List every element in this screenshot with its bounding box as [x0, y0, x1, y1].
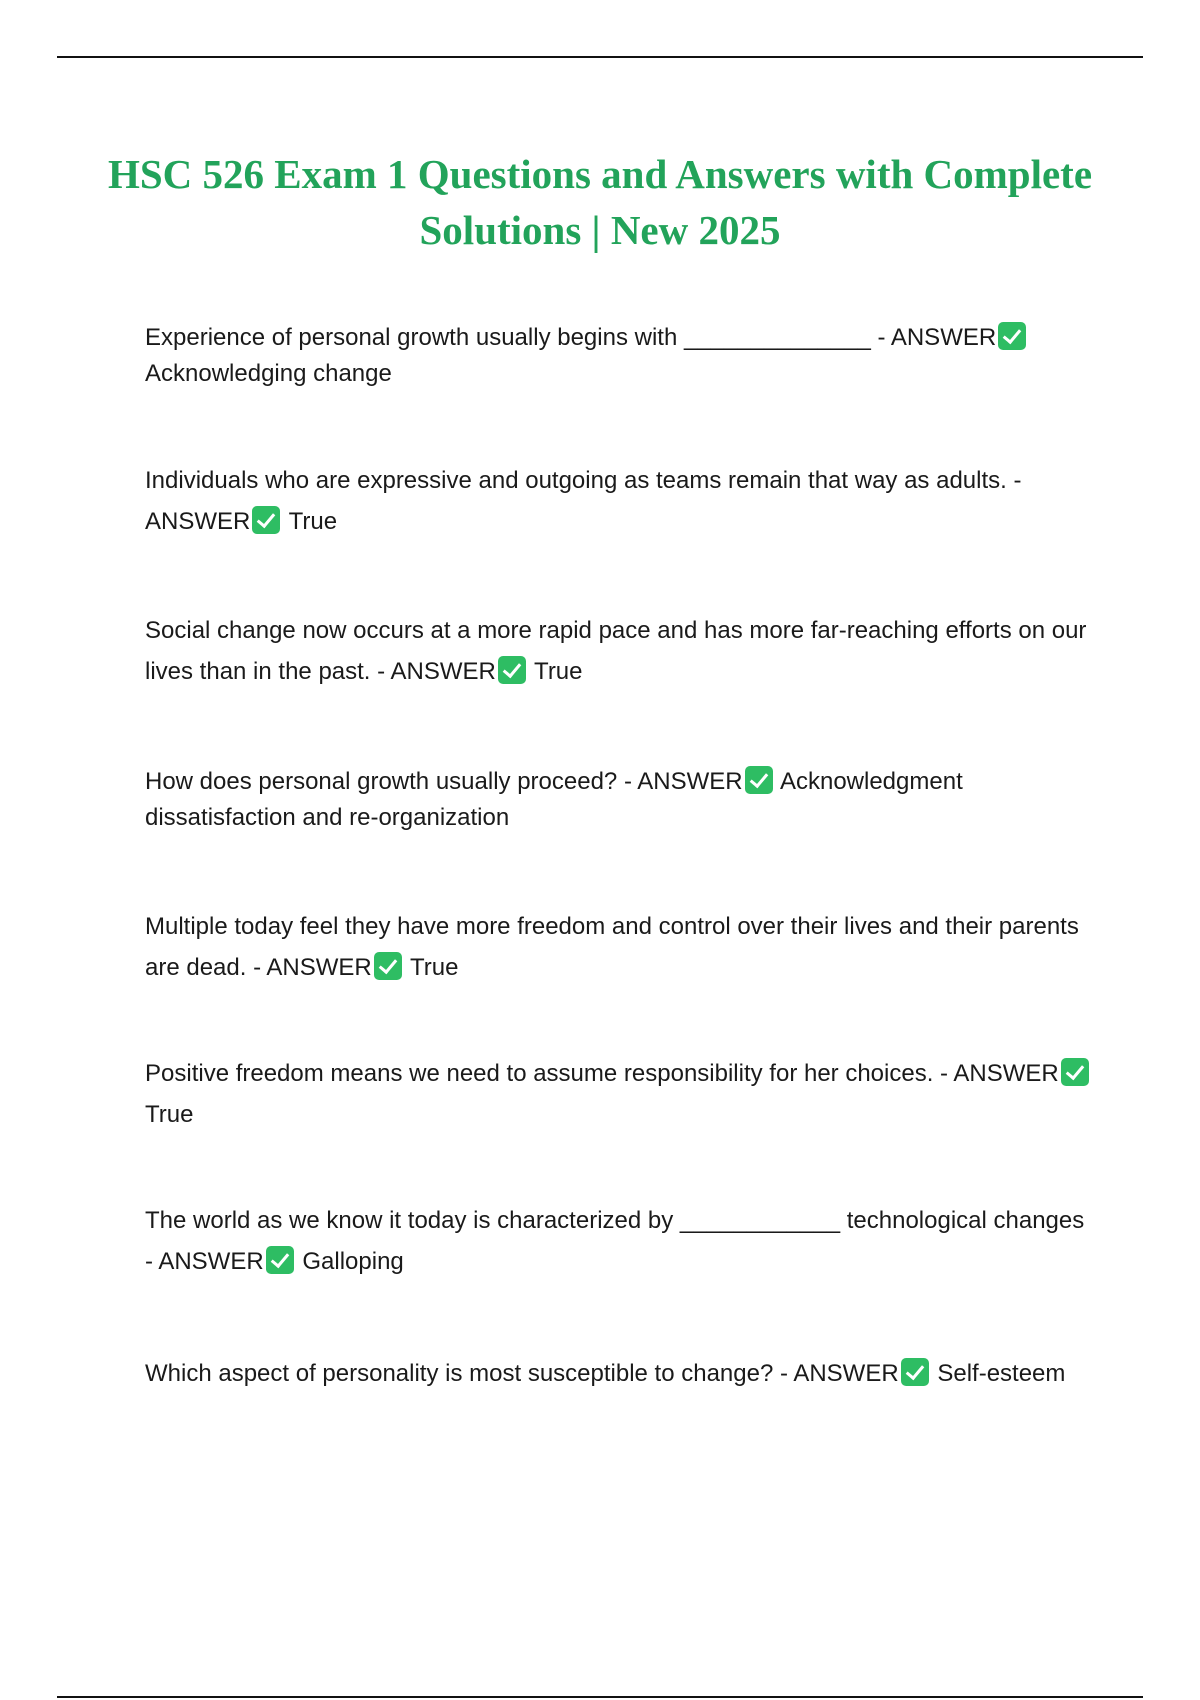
page-title: HSC 526 Exam 1 Questions and Answers with Complete Solutions | New 2025 — [107, 151, 1093, 253]
question-text: How does personal growth usually proceed? - ANSWER — [145, 768, 743, 795]
qa-item-7 — [145, 1200, 1095, 1282]
question-text: Which aspect of personality is most susceptible to change? - ANSWER — [145, 1360, 899, 1387]
check-icon — [374, 952, 402, 980]
qa-item-4 — [145, 764, 1095, 836]
qa-item-1 — [145, 320, 1095, 392]
check-icon — [901, 1358, 929, 1386]
question-text: Positive freedom means we need to assume responsibility for her choices. - ANSWER — [145, 1060, 1059, 1087]
check-icon — [1061, 1058, 1089, 1086]
question-text: The world as we know it today is characterized by ____________ technological changes - ANSWER — [145, 1207, 1085, 1275]
answer-text: True — [410, 954, 459, 981]
question-text: Individuals who are expressive and outgoing as teams remain that way as adults. - ANSWER — [145, 467, 1022, 535]
qa-item-8 — [145, 1356, 1095, 1392]
question-text: Experience of personal growth usually begins with ______________ - ANSWER — [145, 324, 997, 351]
qa-item-6 — [145, 1053, 1095, 1135]
answer-text: True — [288, 508, 338, 535]
answer-text: True — [534, 658, 583, 685]
check-icon — [498, 656, 526, 684]
top-rule — [57, 56, 1143, 58]
check-icon — [745, 766, 773, 794]
check-icon — [266, 1246, 294, 1274]
bottom-rule — [57, 1696, 1143, 1698]
qa-item-3 — [145, 610, 1095, 692]
answer-text: Self-esteem — [937, 1360, 1066, 1387]
qa-item-2 — [145, 460, 1095, 542]
check-icon — [252, 506, 280, 534]
answer-text: Galloping — [302, 1248, 404, 1275]
answer-text: Acknowledging change — [145, 360, 392, 387]
answer-text: Acknowledgment dissatisfaction and re-organization — [145, 768, 963, 831]
answer-text: True — [145, 1101, 194, 1128]
question-text: Multiple today feel they have more freedom and control over their lives and their parents are dead. - ANSWER — [145, 913, 1079, 981]
question-text: Social change now occurs at a more rapid pace and has more far-reaching efforts on our lives than in the past. - ANSWER — [145, 617, 1087, 685]
check-icon — [998, 322, 1026, 350]
qa-item-5 — [145, 906, 1095, 988]
